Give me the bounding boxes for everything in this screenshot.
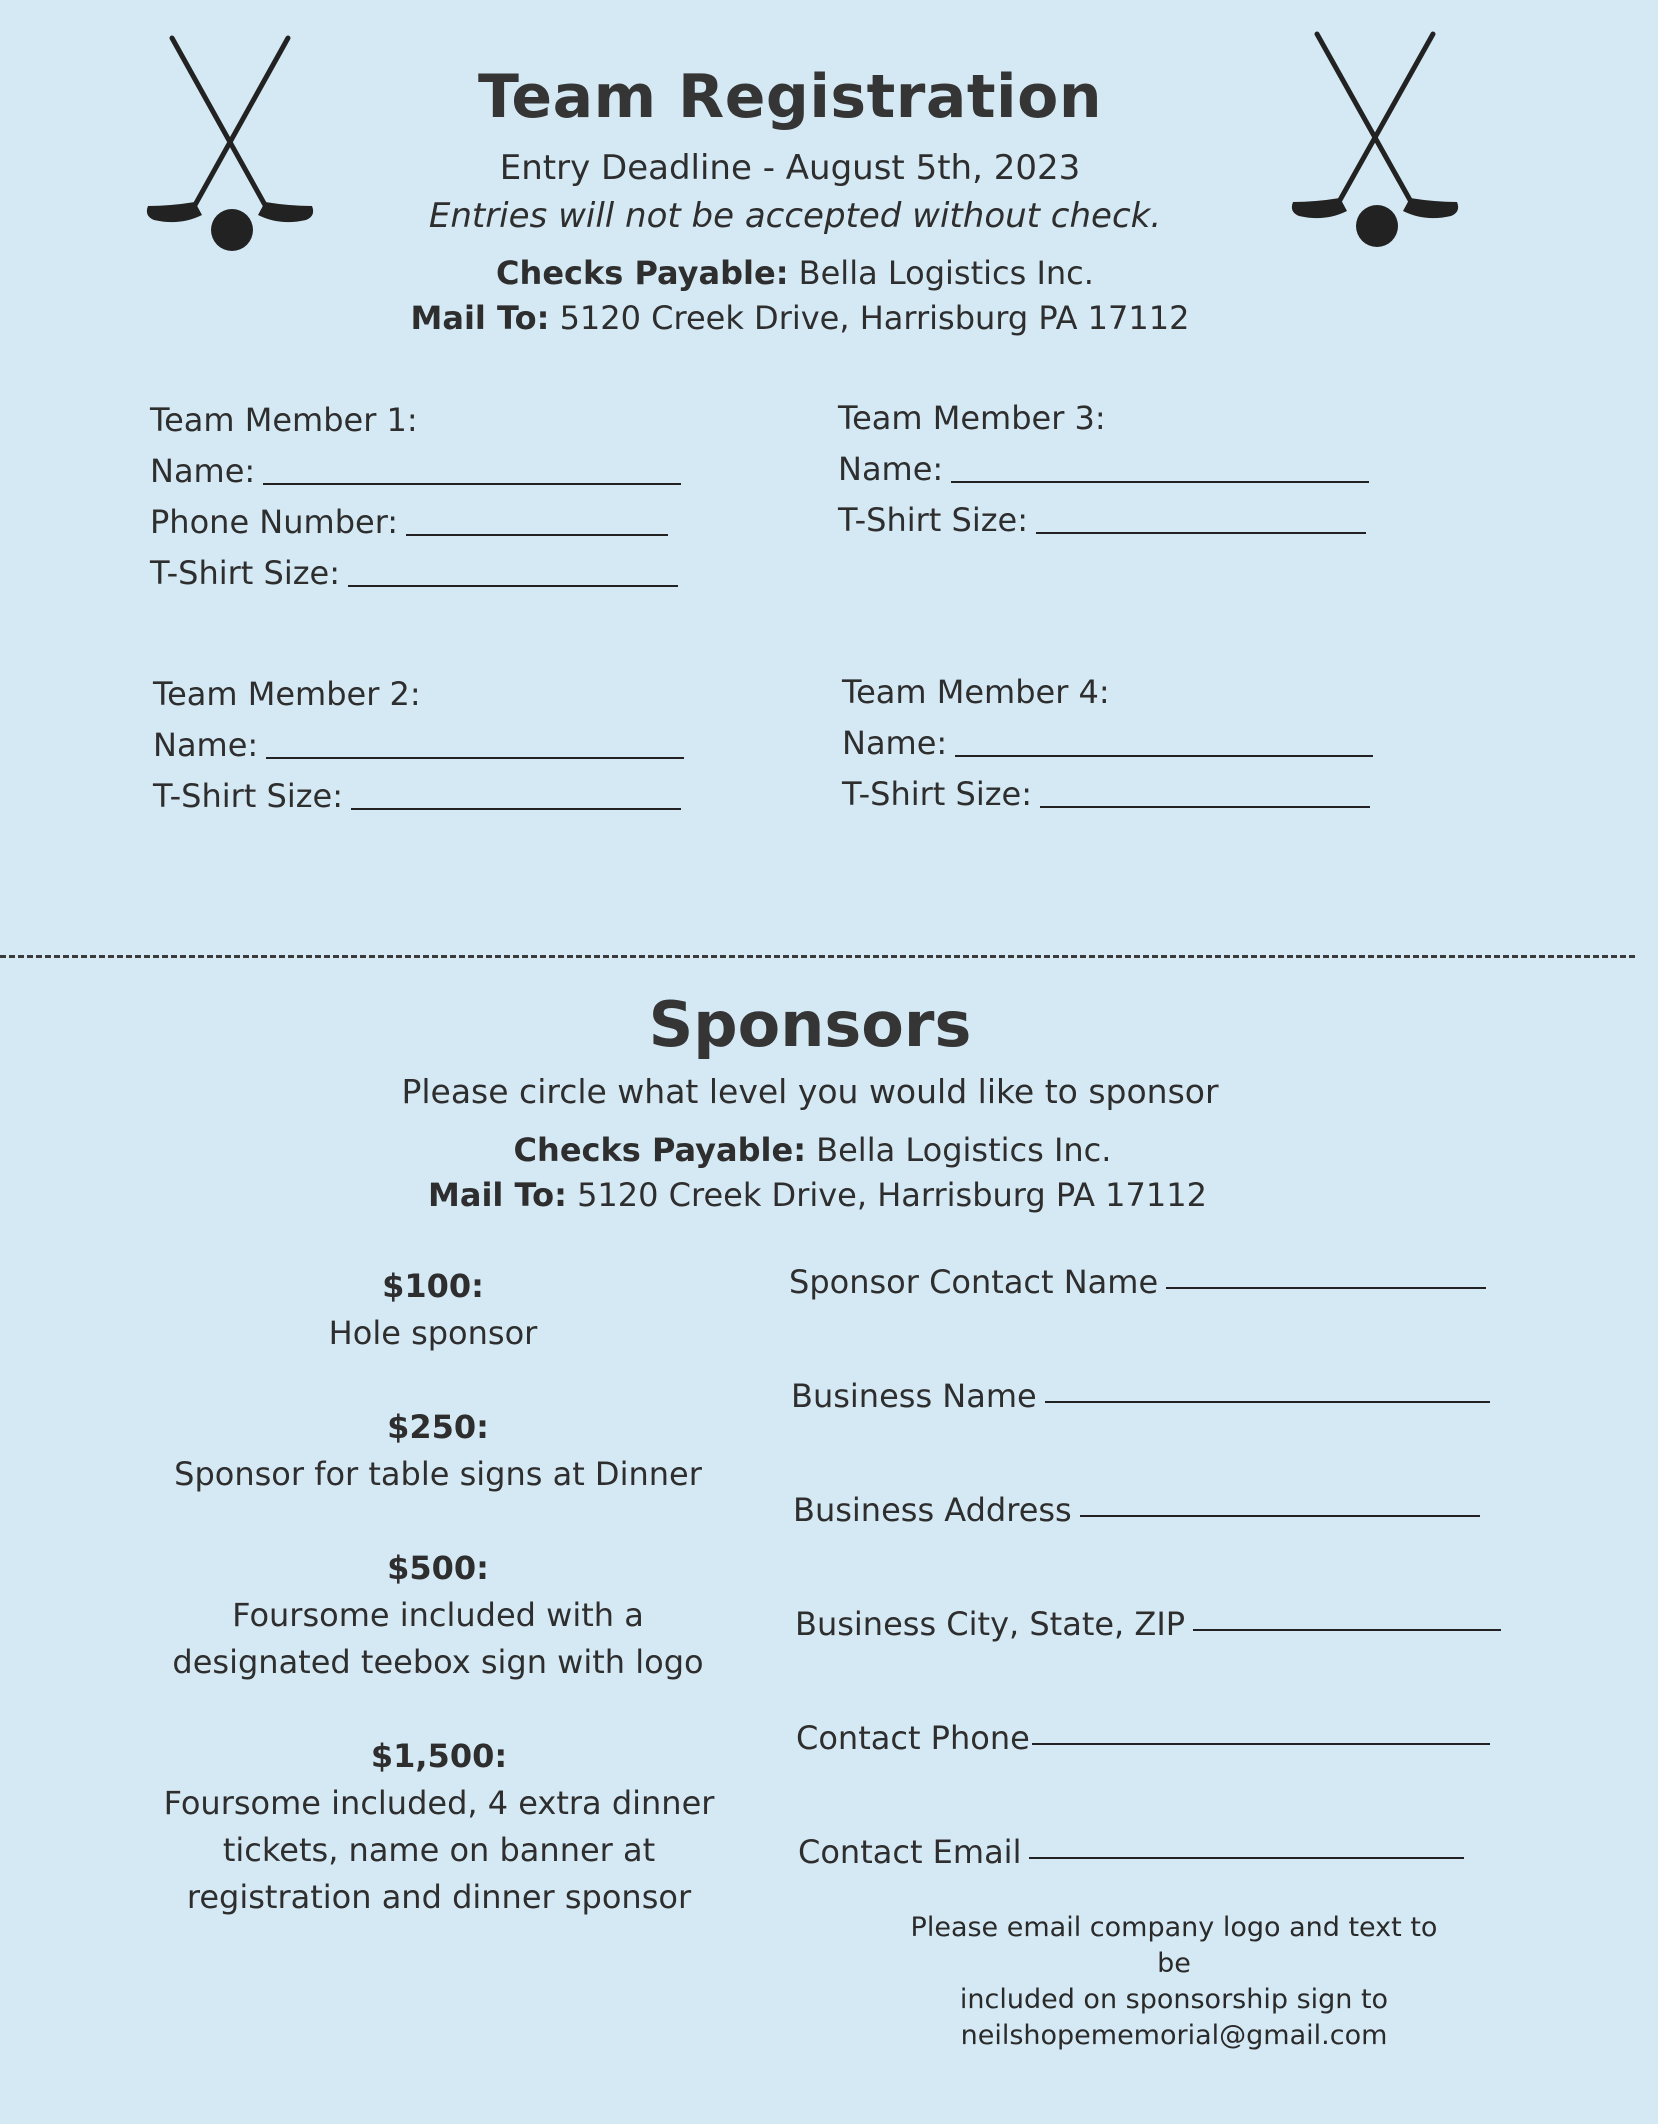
level-description: Foursome included with a [232,1596,644,1634]
team-member-4-tshirt [842,769,1373,820]
name-input-line[interactable] [263,482,681,485]
checks-payable-value: Bella Logistics Inc. [798,254,1094,292]
level-price: $500: [387,1549,489,1587]
sponsor-level-100[interactable] [143,1263,723,1357]
level-description: Sponsor for table signs at Dinner [174,1455,702,1493]
level-price: $100: [382,1267,484,1305]
field-label: T-Shirt Size: [842,775,1032,813]
name-input-line[interactable] [951,480,1369,483]
contact-email-field [798,1833,1464,1871]
contact-phone-input-line[interactable] [1032,1742,1490,1745]
registration-title: Team Registration [477,62,1103,132]
sponsor-checks-payable-line [0,1131,1625,1169]
note-line: Please email company logo and text to be [910,1912,1438,1979]
business-address-field [793,1491,1480,1529]
level-description: registration and dinner sponsor [186,1878,692,1916]
sponsor-contact-name-input-line[interactable] [1166,1286,1486,1289]
business-address-input-line[interactable] [1080,1514,1480,1517]
team-member-3 [838,393,1369,546]
mail-to-label: Mail To: [428,1176,567,1214]
mail-to-line [0,299,1600,337]
sponsor-level-250[interactable] [148,1404,728,1498]
field-label: T-Shirt Size: [150,554,340,592]
name-input-line[interactable] [955,754,1373,757]
level-description: designated teebox sign with logo [172,1643,704,1681]
field-label: Business Address [793,1491,1072,1529]
level-price: $1,500: [370,1737,508,1775]
mail-to-label: Mail To: [410,299,550,337]
business-name-input-line[interactable] [1045,1400,1490,1403]
business-city-state-zip-field [795,1605,1501,1643]
tshirt-input-line[interactable] [1036,531,1366,534]
contact-email-input-line[interactable] [1029,1856,1464,1859]
mail-to-value: 5120 Creek Drive, Harrisburg PA 17112 [577,1176,1207,1214]
sponsor-mail-to-line [0,1176,1635,1214]
team-member-1-tshirt [150,548,681,599]
sponsor-level-500[interactable] [148,1545,728,1686]
field-label: Phone Number: [150,503,399,541]
level-price: $250: [387,1408,489,1446]
note-line: included on sponsorship sign to [959,1984,1389,2015]
level-description: tickets, name on banner at [222,1831,656,1869]
team-member-1-name [150,446,681,497]
checks-payable-line [0,254,1590,292]
sponsor-level-1500[interactable] [149,1733,729,1921]
field-label: Sponsor Contact Name [789,1263,1159,1301]
field-label: Business Name [791,1377,1037,1415]
team-member-3-name [838,444,1369,495]
checks-payable-label: Checks Payable: [513,1131,806,1169]
business-city-state-zip-input-line[interactable] [1193,1628,1501,1631]
check-notice: Entries will not be accepted without check. [428,196,1162,236]
team-member-1 [150,395,681,599]
level-description: Hole sponsor [328,1314,538,1352]
phone-input-line[interactable] [406,533,668,536]
contact-phone-field [796,1719,1490,1757]
entry-deadline: Entry Deadline - August 5th, 2023 [499,148,1081,188]
team-member-2-name [153,720,684,771]
mail-to-value: 5120 Creek Drive, Harrisburg PA 17112 [559,299,1190,337]
field-label: Name: [842,724,948,762]
name-input-line[interactable] [266,756,684,759]
tshirt-input-line[interactable] [1040,805,1370,808]
sponsors-title: Sponsors [648,988,972,1061]
team-member-3-tshirt [838,495,1369,546]
team-member-2-tshirt [153,771,684,822]
field-label: Business City, State, ZIP [795,1605,1186,1643]
checks-payable-value: Bella Logistics Inc. [816,1131,1112,1169]
field-label: Contact Phone [796,1719,1030,1757]
field-label: Name: [153,726,259,764]
business-name-field [791,1377,1490,1415]
field-label: Name: [150,452,256,490]
team-member-2 [153,669,684,822]
field-label: Contact Email [798,1833,1022,1871]
sponsor-instruction: Please circle what level you would like to sponsor [401,1072,1219,1111]
team-member-2-heading: Team Member 2: [153,675,421,713]
sponsor-contact-name-field [789,1263,1486,1301]
team-member-4-name [842,718,1373,769]
email-address[interactable]: neilshopememorial@gmail.com [960,2020,1388,2051]
checks-payable-label: Checks Payable: [496,254,789,292]
logo-email-note [894,1910,1454,2054]
tshirt-input-line[interactable] [351,807,681,810]
team-member-3-heading: Team Member 3: [838,399,1106,437]
team-member-4 [842,667,1373,820]
field-label: T-Shirt Size: [153,777,343,815]
field-label: Name: [838,450,944,488]
tshirt-input-line[interactable] [348,584,678,587]
team-member-4-heading: Team Member 4: [842,673,1110,711]
level-description: Foursome included, 4 extra dinner [163,1784,715,1822]
team-member-1-heading: Team Member 1: [150,401,418,439]
team-member-1-phone [150,497,681,548]
cut-line-divider [0,955,1635,958]
field-label: T-Shirt Size: [838,501,1028,539]
